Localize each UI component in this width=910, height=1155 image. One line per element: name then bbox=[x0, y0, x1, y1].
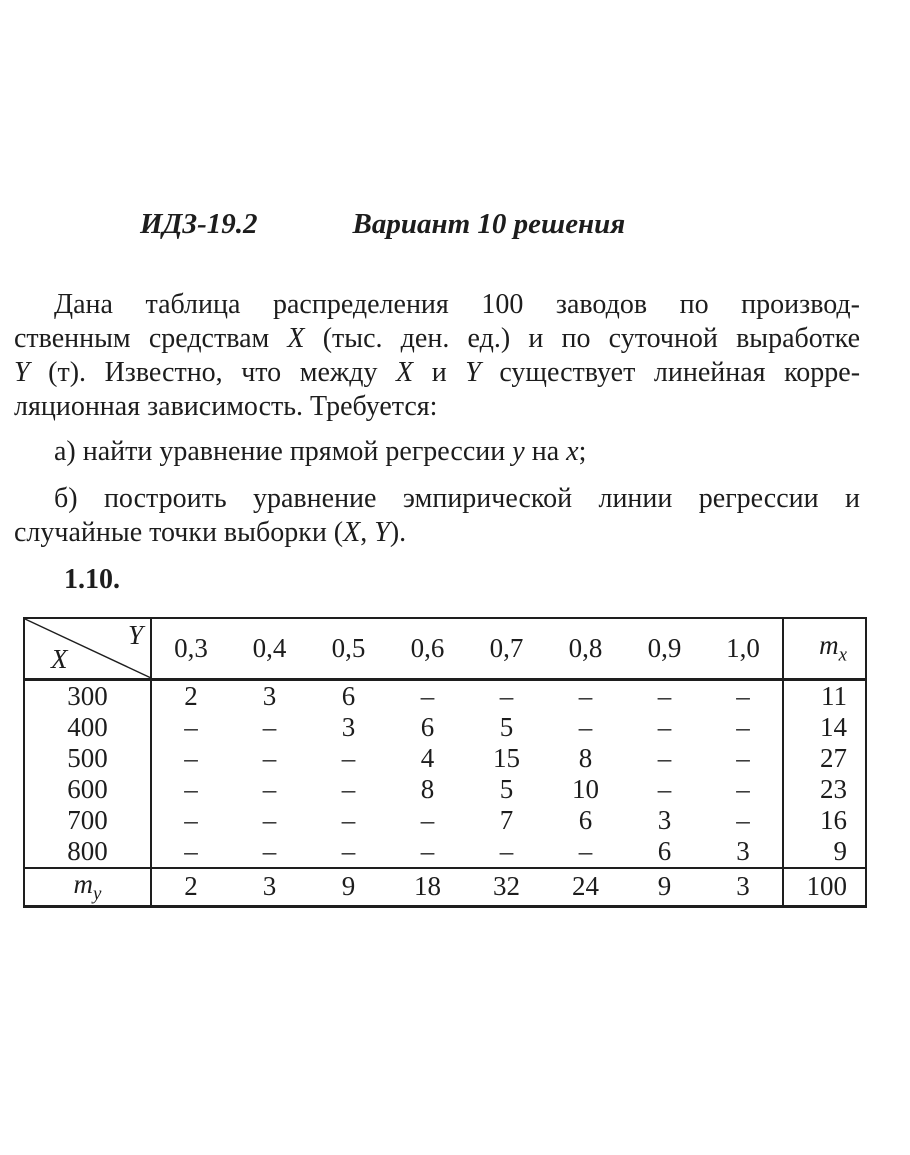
table-row bbox=[24, 743, 866, 774]
my-base: m bbox=[73, 868, 94, 899]
y-header: 1,0 bbox=[704, 618, 783, 679]
my-value: 18 bbox=[388, 868, 467, 907]
freq-cell: – bbox=[262, 711, 277, 742]
y-header: 0,4 bbox=[230, 618, 309, 679]
y-header: 0,9 bbox=[625, 618, 704, 679]
my-value: 9 bbox=[309, 868, 388, 907]
mx-value: 11 bbox=[783, 679, 866, 712]
table-row bbox=[24, 679, 866, 712]
corner-label-x: X bbox=[51, 643, 68, 674]
table-row bbox=[24, 805, 866, 836]
freq-cell: – bbox=[736, 773, 750, 804]
paragraph-line: ляционная зависимость. Требуется: bbox=[14, 391, 438, 422]
freq-cell: – bbox=[736, 742, 750, 773]
my-value: 9 bbox=[625, 868, 704, 907]
x-value: 300 bbox=[24, 679, 151, 712]
task-item-b bbox=[14, 482, 860, 550]
my-value: 32 bbox=[467, 868, 546, 907]
table-footer-row bbox=[24, 868, 866, 907]
y-header: 0,5 bbox=[309, 618, 388, 679]
freq-cell: 6 bbox=[420, 711, 435, 742]
freq-cell: – bbox=[657, 680, 672, 711]
paragraph-line: а) найти уравнение прямой регрессии y на x; bbox=[54, 436, 587, 467]
document-title bbox=[0, 208, 910, 241]
y-header: 0,3 bbox=[151, 618, 230, 679]
freq-cell: – bbox=[657, 742, 672, 773]
mx-value: 27 bbox=[783, 743, 866, 774]
x-value: 800 bbox=[24, 836, 151, 868]
task-item-a bbox=[14, 435, 860, 469]
y-header: 0,6 bbox=[388, 618, 467, 679]
freq-cell: 5 bbox=[499, 711, 514, 742]
freq-cell: – bbox=[262, 773, 277, 804]
freq-cell: 8 bbox=[578, 742, 593, 773]
my-value: 2 bbox=[151, 868, 230, 907]
mx-value: 16 bbox=[783, 805, 866, 836]
corner-label-y: Y bbox=[127, 620, 143, 650]
my-value: 3 bbox=[704, 868, 783, 907]
freq-cell: – bbox=[341, 742, 356, 773]
table-row bbox=[24, 836, 866, 868]
intro-paragraph bbox=[14, 288, 860, 424]
table-row bbox=[24, 774, 866, 805]
paragraph-line: случайные точки выборки (X, Y). bbox=[14, 517, 407, 548]
freq-cell: – bbox=[184, 804, 198, 835]
freq-cell: – bbox=[578, 711, 593, 742]
freq-cell: – bbox=[262, 804, 277, 835]
my-header bbox=[24, 868, 151, 907]
table-row bbox=[24, 712, 866, 743]
x-value: 400 bbox=[24, 712, 151, 743]
freq-cell: – bbox=[262, 742, 277, 773]
mx-base: m bbox=[819, 630, 839, 661]
freq-cell: – bbox=[341, 804, 356, 835]
mx-sub: x bbox=[838, 644, 847, 666]
freq-cell: 3 bbox=[657, 804, 672, 835]
freq-cell: – bbox=[420, 680, 435, 711]
assignment-id: ИДЗ-19.2 bbox=[140, 208, 258, 240]
table-header-row bbox=[24, 618, 866, 679]
paragraph-line: б) построить уравнение эмпирической линии регрессии и bbox=[54, 483, 860, 514]
freq-cell: – bbox=[578, 680, 593, 711]
freq-cell: – bbox=[420, 804, 435, 835]
freq-cell: 8 bbox=[420, 773, 435, 804]
mx-value: 14 bbox=[783, 712, 866, 743]
y-header: 0,8 bbox=[546, 618, 625, 679]
paragraph-line: Y (т). Известно, что между X и Y существует линейная корре- bbox=[14, 357, 861, 388]
freq-cell: – bbox=[736, 804, 750, 835]
freq-cell: 6 bbox=[657, 835, 672, 866]
distribution-table bbox=[23, 617, 867, 908]
corner-cell bbox=[24, 618, 151, 679]
freq-cell: 6 bbox=[578, 804, 593, 835]
x-value: 700 bbox=[24, 805, 151, 836]
freq-cell: – bbox=[262, 835, 277, 866]
freq-cell: – bbox=[499, 680, 514, 711]
freq-cell: – bbox=[420, 835, 435, 866]
freq-cell: 15 bbox=[493, 742, 520, 773]
mx-value: 9 bbox=[783, 836, 866, 868]
freq-cell: – bbox=[184, 711, 198, 742]
freq-cell: – bbox=[578, 835, 593, 866]
paragraph-line: ственным средствам X (тыс. ден. ед.) и по суточной выработке bbox=[14, 323, 860, 354]
my-sub: y bbox=[93, 882, 102, 904]
freq-cell: – bbox=[184, 773, 198, 804]
freq-cell: – bbox=[341, 773, 356, 804]
freq-cell: – bbox=[657, 773, 672, 804]
freq-cell: 3 bbox=[341, 711, 356, 742]
freq-cell: 2 bbox=[184, 680, 198, 711]
freq-cell: – bbox=[184, 835, 198, 866]
freq-cell: 7 bbox=[499, 804, 514, 835]
freq-cell: – bbox=[736, 680, 750, 711]
x-value: 500 bbox=[24, 743, 151, 774]
freq-cell: 4 bbox=[420, 742, 435, 773]
freq-cell: – bbox=[499, 835, 514, 866]
freq-cell: – bbox=[736, 711, 750, 742]
freq-cell: – bbox=[341, 835, 356, 866]
total-value: 100 bbox=[783, 868, 866, 907]
my-value: 24 bbox=[546, 868, 625, 907]
mx-value: 23 bbox=[783, 774, 866, 805]
my-value: 3 bbox=[230, 868, 309, 907]
mx-header bbox=[783, 618, 866, 679]
paragraph-line: Дана таблица распределения 100 заводов по производ- bbox=[54, 289, 860, 320]
freq-cell: 3 bbox=[262, 680, 277, 711]
freq-cell: 10 bbox=[572, 773, 599, 804]
freq-cell: 3 bbox=[736, 835, 750, 866]
freq-cell: – bbox=[184, 742, 198, 773]
x-value: 600 bbox=[24, 774, 151, 805]
freq-cell: 5 bbox=[499, 773, 514, 804]
variant-title: Вариант 10 решения bbox=[352, 208, 626, 240]
freq-cell: – bbox=[657, 711, 672, 742]
y-header: 0,7 bbox=[467, 618, 546, 679]
freq-cell: 6 bbox=[341, 680, 356, 711]
section-number: 1.10. bbox=[64, 564, 120, 595]
